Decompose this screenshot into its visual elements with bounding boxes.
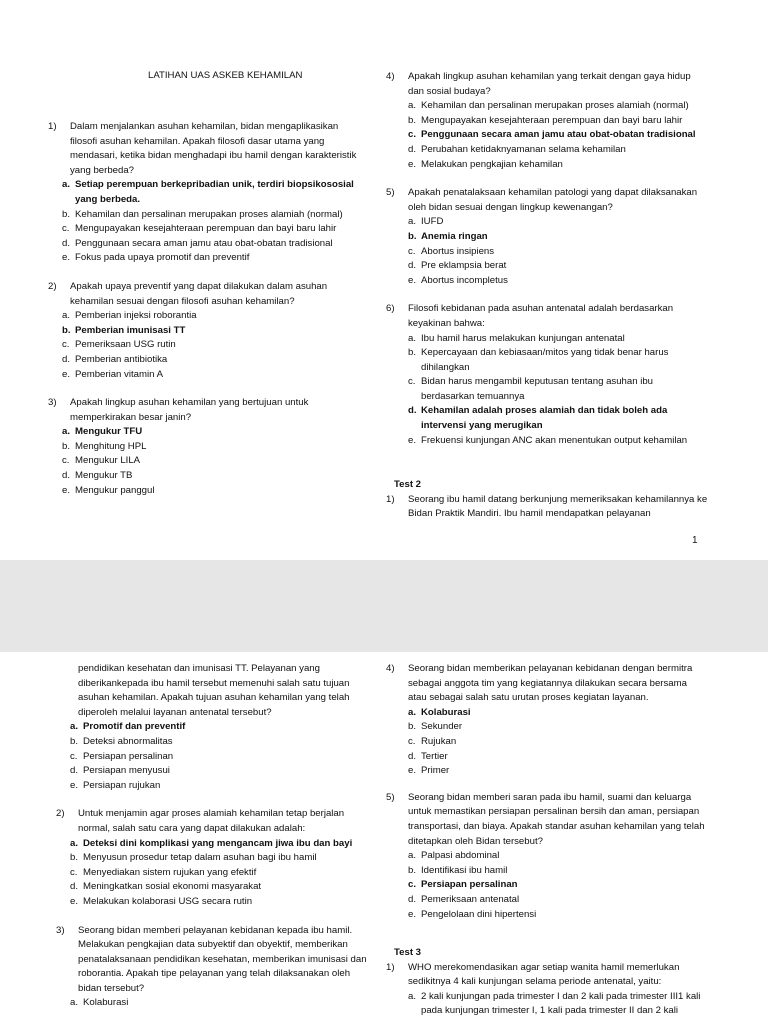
option-letter: b. [408,114,417,126]
question-stem: Seorang bidan memberikan pelayanan kebidanan dengan bermitra sebagai anggota tim yang kegiatannya dilakukan secara bersama atau sebagai salah satu urutan proses kegiatan layanan. [408,663,693,704]
answer-option [386,750,708,765]
option-text: Kolaburasi [83,997,129,1009]
option-text: Mengukur LILA [75,455,141,467]
question-number: 1) [48,121,57,132]
question-stem: WHO merekomendasikan agar setiap wanita hamil memerlukan sedikitnya 4 kali kunjungan selama periode antenatal, yaitu: [408,961,680,988]
question-stem-row [386,961,708,990]
option-text: Pemberian imunisasi TT [75,324,186,336]
option-letter: e. [62,252,71,264]
question [386,70,708,172]
answer-option [56,720,372,735]
option-text: Menghitung HPL [75,440,147,452]
option-letter: a. [408,332,417,344]
test2-heading: Test 2 [394,479,422,491]
question-stem-row [386,791,708,849]
option-letter: d. [408,405,417,417]
question-stem: Seorang bidan memberi pelayanan kebidanan kepada ibu hamil. Melakukan pengkajian data subyektif dan obyektif, memberikan penatalaksanaan pendidikan kesehatan, memberikan imunisasi dan roborantia. Apakah tipe pelayanan yang telah dilaksanakan oleh bidan tersebut? [78,924,367,994]
question-number: 6) [386,303,395,315]
option-text: Melakukan pengkajian kehamilan [421,158,563,170]
answer-option [386,99,708,114]
answer-option [56,851,372,866]
question-stem-row [48,396,368,425]
answer-option [56,880,372,895]
answer-option [48,338,368,353]
answer-option [48,324,368,339]
option-letter: a. [70,837,79,849]
page1-right-column [386,70,708,522]
option-letter: a. [62,179,71,191]
answer-option [56,866,372,881]
option-text: Mengupayakan kesejahteraan perempuan dan bayi baru lahir [421,114,683,126]
option-text: Promotif dan preventif [83,721,186,733]
answer-option [386,375,708,404]
option-text: 2 kali kunjungan pada trimester I dan 2 kali pada trimester III1 kali pada kunjungan trimester I, 1 kali pada trimester II dan 2 kali [421,990,701,1017]
option-text: Melakukan kolaborasi USG secara rutin [83,895,253,907]
question-stem-row [56,662,372,720]
option-text: Kolaburasi [421,706,471,718]
option-letter: b. [408,864,417,876]
answer-option [48,251,368,266]
option-letter: b. [408,230,417,242]
question-stem: pendidikan kesehatan dan imunisasi TT. Pelayanan yang diberikankepada ibu hamil tersebut memenuhi salah satu tujuan asuhan kehamilan. Apakah tujuan asuhan kehamilan yang telah diperoleh melalui layanan antenatal tersebut? [78,663,350,718]
option-letter: a. [62,310,71,322]
question-stem-row [386,186,708,215]
question-stem: Untuk menjamin agar proses alamiah kehamilan tetap berjalan normal, salah satu cara yang dapat dilakukan adalah: [78,808,345,834]
answer-option [386,735,708,750]
question-stem: Seorang ibu hamil datang berkunjung memeriksakan kehamilannya ke Bidan Praktik Mandiri. Ibu hamil mendapatkan pelayanan [408,493,708,520]
option-letter: a. [408,990,417,1002]
option-letter: c. [408,735,416,747]
option-text: Kehamilan dan persalinan merupakan proses alamiah (normal) [75,208,343,220]
question [386,302,708,448]
option-text: Mengukur panggul [75,484,155,496]
option-letter: d. [408,750,417,762]
option-letter: b. [408,347,417,359]
option-letter: d. [70,765,79,777]
option-letter: e. [408,274,417,286]
page2-left-column [56,662,372,1024]
answer-option [48,222,368,237]
answer-option [386,158,708,173]
option-text: Pemberian injeksi roborantia [75,310,197,322]
answer-option [56,750,372,765]
option-text: Kehamilan dan persalinan merupakan proses alamiah (normal) [421,100,689,112]
option-letter: e. [408,765,417,777]
test3-heading: Test 3 [394,947,422,959]
answer-option [386,259,708,274]
option-text: Primer [421,765,450,777]
answer-option [48,237,368,252]
option-letter: a. [70,721,79,733]
option-letter: a. [408,706,417,718]
option-text: IUFD [421,216,444,228]
option-letter: e. [70,779,79,791]
option-text: Pre eklampsia berat [421,260,507,272]
answer-option [48,454,368,469]
question-stem: Apakah penatalaksaan kehamilan patologi yang dapat dilaksanakan oleh bidan sesuai dengan lingkup kewenangan? [408,187,698,213]
option-text: Kehamilan adalah proses alamiah dan tidak boleh ada intervensi yang merugikan [421,405,668,432]
option-letter: b. [62,440,71,452]
question [56,924,372,1012]
document-title: LATIHAN UAS ASKEB KEHAMILAN [148,70,303,81]
option-text: Meningkatkan sosial ekonomi masyarakat [83,881,262,893]
option-text: Fokus pada upaya promotif dan preventif [75,252,250,264]
question-number: 5) [386,791,395,803]
question-number: 2) [48,280,57,292]
question-stem-row [386,493,708,522]
question [386,791,708,922]
option-text: Perubahan ketidaknyamanan selama kehamilan [421,143,626,155]
option-letter: a. [62,426,71,438]
option-letter: a. [70,997,79,1009]
question-spacer [56,662,78,720]
answer-option [386,346,708,375]
answer-option [48,309,368,324]
answer-option [386,230,708,245]
option-letter: b. [408,721,417,733]
question-stem-row [56,807,372,836]
option-letter: e. [408,158,417,170]
option-text: Sekunder [421,721,463,733]
answer-option [386,143,708,158]
option-letter: b. [62,208,71,220]
option-text: Penggunaan secara aman jamu atau obat-obatan tradisional [421,129,696,141]
question-stem: Apakah upaya preventif yang dapat dilakukan dalam asuhan kehamilan sesuai dengan filosofi asuhan kehamilan? [70,280,328,307]
question-number: 5) [386,187,395,199]
question-stem-row [48,280,368,309]
option-text: Mengukur TFU [75,426,143,438]
option-text: Penggunaan secara aman jamu atau obat-obatan tradisional [75,237,333,249]
answer-option [386,908,708,923]
answer-option [386,274,708,289]
question [386,186,708,288]
option-text: Bidan harus mengambil keputusan tentang asuhan ibu berdasarkan temuannya [421,376,654,402]
option-letter: c. [408,376,416,388]
option-letter: d. [408,893,417,905]
option-text: Identifikasi ibu hamil [421,864,508,876]
question-number: 4) [386,663,395,674]
question-stem: Dalam menjalankan asuhan kehamilan, bidan mengaplikasikan filosofi asuhan kehamilan. Apakah filosofi dasar utama yang mendasari, ketika bidan menghadapi ibu hamil dengan karakteristik yang berbeda? [70,121,357,176]
answer-option [386,864,708,879]
option-text: Deteksi abnormalitas [83,735,173,747]
option-letter: a. [408,100,417,112]
answer-option [386,706,708,721]
question-stem: Seorang bidan memberi saran pada ibu hamil, suami dan keluarga untuk memastikan persiapan persalinan bersih dan aman, persiapan transportasi, dan biaya. Apakah standar asuhan kehamilan yang telah ditetapkan oleh Bidan tersebut? [408,791,705,847]
answer-option [48,484,368,499]
answer-option [56,996,372,1011]
option-letter: d. [408,260,417,272]
option-letter: c. [62,223,70,235]
answer-option [386,245,708,260]
option-text: Persiapan menyusui [83,765,170,777]
question-number: 2) [56,808,65,820]
answer-option [56,735,372,750]
option-letter: d. [62,237,71,249]
option-letter: b. [70,852,79,864]
option-text: Persiapan rujukan [83,779,161,791]
answer-option [386,114,708,129]
option-letter: e. [408,434,417,446]
option-text: Menyusun prosedur tetap dalam asuhan bagi ibu hamil [83,852,317,864]
option-text: Pemberian vitamin A [75,368,163,380]
question-number: 1) [386,493,395,505]
answer-option [386,720,708,735]
option-letter: c. [408,245,416,257]
option-text: Setiap perempuan berkepribadian unik, terdiri biopsikososial yang berbeda. [75,179,354,205]
question-stem: Apakah lingkup asuhan kehamilan yang terkait dengan gaya hidup dan sosial budaya? [408,71,691,97]
option-letter: e. [62,484,71,496]
question-number: 1) [386,961,395,973]
option-text: Pemeriksaan antenatal [421,893,520,905]
question-stem-row [386,302,708,331]
option-letter: c. [408,879,417,891]
option-letter: e. [70,895,79,907]
option-letter: d. [70,881,79,893]
option-text: Persiapan persalinan [421,879,518,891]
answer-option [386,215,708,230]
answer-option [48,178,368,207]
question-stem-row [56,924,372,997]
question [56,662,372,793]
option-text: Ibu hamil harus melakukan kunjungan antenatal [421,332,625,344]
question-number: 3) [48,397,57,409]
option-letter: c. [70,866,78,878]
option-text: Menyediakan sistem rujukan yang efektif [83,866,257,878]
answer-option [386,990,708,1019]
option-text: Rujukan [421,735,457,747]
answer-option [386,332,708,347]
answer-option [386,849,708,864]
option-letter: c. [408,129,417,141]
option-text: Persiapan persalinan [83,750,174,762]
option-text: Palpasi abdominal [421,850,500,862]
question-stem-row [386,662,708,706]
option-letter: c. [70,750,78,762]
answer-option [48,353,368,368]
option-text: Pengelolaan dini hipertensi [421,908,537,920]
option-letter: c. [62,339,70,351]
question [48,280,368,382]
option-letter: c. [62,455,70,467]
option-letter: d. [62,353,71,365]
option-text: Abortus insipiens [421,245,495,257]
option-letter: e. [62,368,71,380]
answer-option [56,779,372,794]
question-stem-row [386,70,708,99]
option-text: Mengupayakan kesejahteraan perempuan dan bayi baru lahir [75,223,337,235]
answer-option [386,434,708,449]
option-text: Mengukur TB [75,470,133,482]
option-letter: d. [62,470,71,482]
question-stem-row [48,120,368,178]
option-text: Pemeriksaan USG rutin [75,339,176,351]
question-stem: Filosofi kebidanan pada asuhan antenatal adalah berdasarkan keyakinan bahwa: [408,303,674,329]
answer-option [386,128,708,143]
page-2 [0,652,768,1024]
question [56,807,372,909]
option-letter: a. [408,850,417,862]
page-number: 1 [692,535,698,546]
answer-option [48,368,368,383]
answer-option [386,893,708,908]
option-letter: b. [70,735,79,747]
question-number: 4) [386,71,395,82]
question-stem: Apakah lingkup asuhan kehamilan yang bertujuan untuk memperkirakan besar janin? [70,397,309,423]
answer-option [48,469,368,484]
answer-option [56,895,372,910]
question [386,662,708,779]
question-number: 3) [56,924,65,936]
option-letter: e. [408,908,417,920]
answer-option [56,837,372,852]
answer-option [48,425,368,440]
option-text: Pemberian antibiotika [75,353,168,365]
question [48,396,368,498]
option-text: Abortus incompletus [421,274,508,286]
page1-left-column [48,120,368,512]
question [386,961,708,1019]
option-letter: a. [408,216,417,228]
page2-right-column [386,662,708,1019]
option-letter: d. [408,143,417,155]
answer-option [48,208,368,223]
answer-option [386,404,708,433]
option-text: Frekuensi kunjungan ANC akan menentukan output kehamilan [421,434,688,446]
option-text: Anemia ringan [421,230,488,242]
option-text: Tertier [421,750,448,762]
question [386,493,708,522]
answer-option [386,878,708,893]
option-text: Kepercayaan dan kebiasaan/mitos yang tidak benar harus dihilangkan [421,347,669,373]
answer-option [48,440,368,455]
answer-option [56,764,372,779]
question [48,120,368,266]
option-letter: b. [62,324,71,336]
option-text: Deteksi dini komplikasi yang mengancam jiwa ibu dan bayi [83,837,353,849]
answer-option [386,764,708,779]
